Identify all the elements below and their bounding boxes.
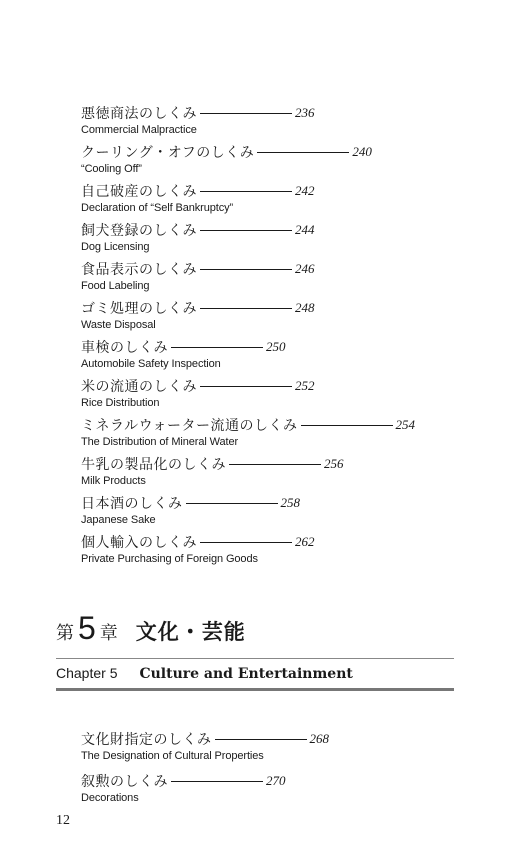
- entry-title-en: Declaration of “Self Bankruptcy”: [81, 202, 234, 214]
- entry-title-ja: 食品表示のしくみ: [81, 262, 197, 278]
- leader-line: [171, 347, 263, 348]
- leader-line: [257, 152, 349, 153]
- entry-page: 240: [352, 144, 372, 159]
- entry-title-en: Commercial Malpractice: [81, 124, 197, 136]
- entry-title-ja: 文化財指定のしくみ: [81, 732, 212, 748]
- divider-thick: [56, 688, 454, 691]
- leader-line: [301, 425, 393, 426]
- entry-title-ja: 悪徳商法のしくみ: [81, 106, 197, 122]
- entry-title-en: Milk Products: [81, 475, 146, 487]
- toc-entry: [81, 533, 315, 565]
- entry-title-en: “Cooling Off”: [81, 163, 142, 175]
- entry-title-ja: 車検のしくみ: [81, 340, 168, 356]
- chapter-title-en: Culture and Entertainment: [139, 666, 353, 682]
- leader-line: [200, 230, 292, 231]
- entry-page: 248: [295, 300, 315, 315]
- entry-title-en: Automobile Safety Inspection: [81, 358, 221, 370]
- toc-entry: [81, 143, 372, 175]
- entry-title-ja: 叙勲のしくみ: [81, 774, 168, 790]
- entry-page: 262: [295, 534, 315, 549]
- toc-entry: [81, 104, 315, 136]
- entry-page: 256: [324, 456, 344, 471]
- chapter-heading-en: [56, 665, 353, 682]
- entry-page: 236: [295, 105, 315, 120]
- entry-title-en: Rice Distribution: [81, 397, 160, 409]
- toc-entry: [81, 377, 315, 409]
- leader-line: [171, 781, 263, 782]
- entry-title-ja: ミネラルウォーター流通のしくみ: [81, 418, 298, 434]
- leader-line: [186, 503, 278, 504]
- toc-entry: [81, 730, 329, 762]
- chapter-label-en: Chapter 5: [56, 665, 118, 681]
- entry-page: 252: [295, 378, 315, 393]
- toc-entry: [81, 299, 315, 331]
- entry-page: 268: [309, 731, 329, 746]
- entry-title-ja: 飼犬登録のしくみ: [81, 223, 197, 239]
- entry-title-ja: 個人輸入のしくみ: [81, 535, 197, 551]
- leader-line: [200, 542, 292, 543]
- entry-title-ja: 日本酒のしくみ: [81, 496, 183, 512]
- entry-page: 242: [295, 183, 315, 198]
- entry-page: 246: [295, 261, 315, 276]
- entry-title-en: Decorations: [81, 792, 139, 804]
- entry-title-en: Waste Disposal: [81, 319, 156, 331]
- chapter-number: 5: [78, 610, 96, 646]
- leader-line: [200, 113, 292, 114]
- chapter-prefix: 第: [56, 623, 74, 644]
- entry-title-ja: ゴミ処理のしくみ: [81, 301, 197, 317]
- divider-thin: [56, 658, 454, 659]
- leader-line: [229, 464, 321, 465]
- entry-title-en: The Distribution of Mineral Water: [81, 436, 239, 448]
- leader-line: [200, 269, 292, 270]
- leader-line: [200, 308, 292, 309]
- entry-title-en: Private Purchasing of Foreign Goods: [81, 553, 258, 565]
- toc-entry: [81, 455, 344, 487]
- toc-entry: [81, 416, 415, 448]
- entry-page: 270: [266, 773, 286, 788]
- toc-entry: [81, 494, 300, 526]
- toc-entry: [81, 260, 315, 292]
- toc-entry: [81, 338, 286, 370]
- leader-line: [215, 739, 307, 740]
- toc-entry: [81, 182, 315, 214]
- entry-title-ja: 牛乳の製品化のしくみ: [81, 457, 226, 473]
- page-number: 12: [56, 813, 70, 828]
- entry-page: 254: [395, 417, 416, 432]
- entry-page: 258: [280, 495, 300, 510]
- entry-title-ja: 自己破産のしくみ: [81, 184, 197, 200]
- leader-line: [200, 386, 292, 387]
- toc-entry: [81, 772, 286, 804]
- entry-title-ja: 米の流通のしくみ: [81, 379, 197, 395]
- entry-title-en: Japanese Sake: [81, 514, 156, 526]
- entry-page: 250: [266, 339, 286, 354]
- entry-title-en: Food Labeling: [81, 280, 150, 292]
- toc-entry: [81, 221, 315, 253]
- chapter-heading: [56, 612, 246, 646]
- chapter-suffix: 章: [99, 623, 118, 644]
- chapter-title-ja: 文化・芸能: [135, 620, 246, 644]
- entry-title-en: Dog Licensing: [81, 241, 150, 253]
- leader-line: [200, 191, 292, 192]
- entry-page: 244: [295, 222, 315, 237]
- entry-title-ja: クーリング・オフのしくみ: [81, 145, 255, 161]
- entry-title-en: The Designation of Cultural Properties: [81, 750, 264, 762]
